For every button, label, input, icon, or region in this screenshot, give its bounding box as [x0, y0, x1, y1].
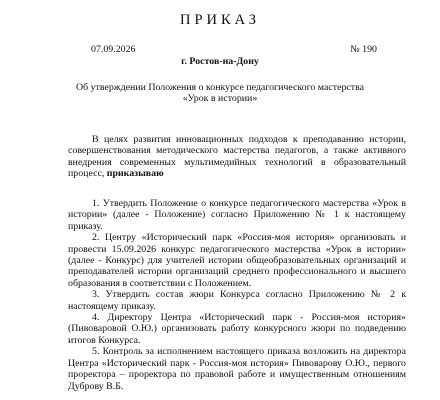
order-item-1: 1. Утвердить Положение о конкурсе педагогического мастерства «Урок в истории» (далее - Положение) согласно Приложению № 1 к настоящему приказу.: [68, 198, 406, 232]
subject-line-2: «Урок в истории»: [182, 93, 258, 105]
document-title: ПРИКАЗ: [179, 12, 261, 28]
order-item-5: 5. Контроль за исполнением настоящего приказа возложить на директора Центра «Исторический парк - Россия-моя история» Пивоварову О.Ю., первого проректора – проректора по правовой работе и имущественным отношениям Дуброву В.Б.: [68, 346, 406, 392]
order-item-3: 3. Утвердить состав жюри Конкурса согласно Приложению № 2 к настоящему приказу.: [68, 289, 406, 312]
order-items: [68, 198, 406, 392]
document-date: 07.09.2026: [91, 44, 136, 55]
preamble-emphasis: приказываю: [106, 168, 164, 180]
order-item-2: 2. Центру «Исторический парк «Россия-моя история» организовать и провести 15.09.2026 конкурс педагогического мастерства «Урок в истории» (далее - Конкурс) для учителей истории общеобразовательных организаций и преподавателей истории организаций среднего профессионального и высшего образования в соответствии с Положением.: [68, 232, 406, 289]
preamble-paragraph: [68, 134, 406, 180]
document-number: № 190: [350, 44, 377, 55]
order-item-4: 4. Директору Центра «Исторический парк - Россия-моя история» (Пивоваровой О.Ю.) организовать работу конкурсного жюри по подведению итогов Конкурса.: [68, 312, 406, 346]
document-city: г. Ростов-на-Дону: [181, 56, 259, 67]
subject-line-1: Об утверждении Положения о конкурсе педагогического мастерства: [75, 82, 365, 93]
document-subject: [20, 82, 420, 105]
preamble-text: В целях развития инновационных подходов к преподаванию истории, совершенствования методического мастерства педагогов, а также активного внедрения современных мультимедийных технологий в образовательный процесс,: [68, 134, 406, 180]
